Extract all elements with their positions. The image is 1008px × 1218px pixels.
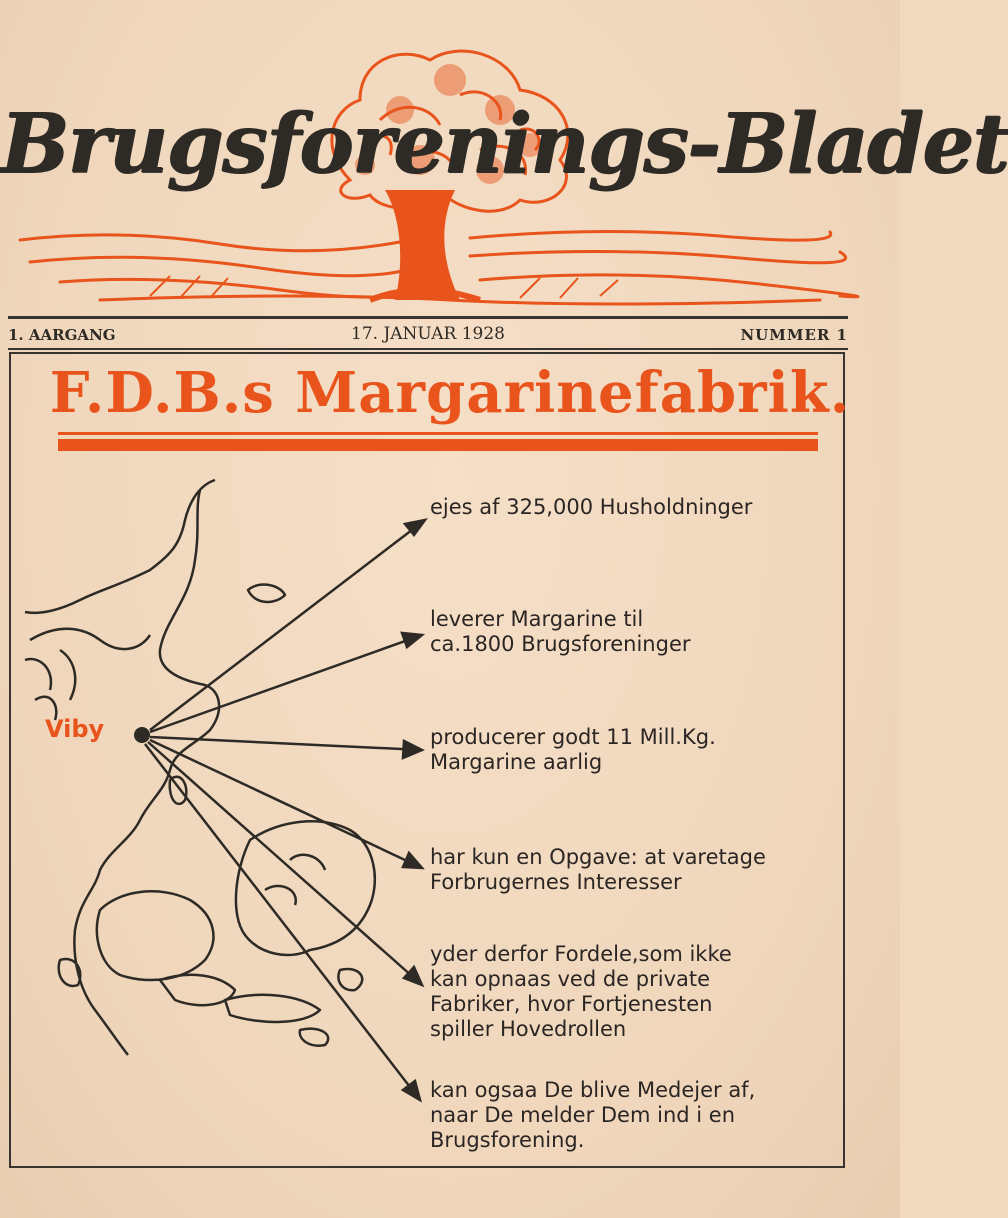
fact-line: Brugsforening. [430,1128,585,1152]
fact-line: Fabriker, hvor Fortjenesten [430,992,713,1016]
fact-line: spiller Hovedrollen [430,1017,627,1041]
fact-line: naar De melder Dem ind i en [430,1103,736,1127]
fact-line: ca.1800 Brugsforeninger [430,632,691,656]
viby-location-dot [134,727,150,743]
masthead-title: Brugsforenings-Bladet [0,96,1008,192]
arrow-6 [145,744,420,1100]
fact-4 [430,845,840,895]
fact-line: Margarine aarlig [430,750,603,774]
arrow-5 [148,742,422,985]
fact-line: Forbrugernes Interesser [430,870,682,894]
viby-label: Viby [45,715,105,743]
fact-6 [430,1078,840,1153]
arrow-2 [150,635,422,732]
fact-line: producerer godt 11 Mill.Kg. [430,725,716,749]
issue-date: 17. JANUAR 1928 [351,324,505,344]
volume-label: 1. AARGANG [8,326,116,344]
fact-line: leverer Margarine til [430,607,644,631]
article-headline: F.D.B.s Margarinefabrik. [49,360,851,426]
arrow-1 [150,520,425,730]
jutland-coastline [25,480,219,1055]
fact-line: ejes af 325,000 Husholdninger [430,495,753,519]
fact-1 [430,495,840,520]
fact-line: har kun en Opgave: at varetage [430,845,766,869]
fact-2 [430,607,840,657]
fact-line: yder derfor Fordele,som ikke [430,942,732,966]
fact-5 [430,942,840,1042]
fact-line: kan ogsaa De blive Medejer af, [430,1078,756,1102]
issue-number: NUMMER 1 [740,326,848,344]
fact-line: kan opnaas ved de private [430,967,711,991]
fact-3 [430,725,840,775]
